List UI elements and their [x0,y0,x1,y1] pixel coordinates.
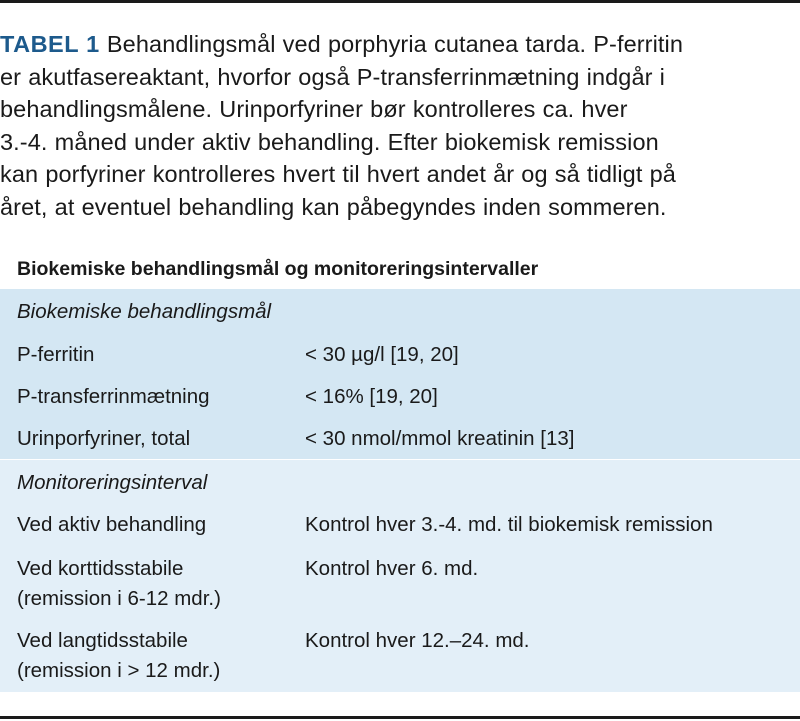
monitor-value-longterm: Kontrol hver 12.–24. md. [305,629,530,652]
monitoring-heading: Monitoreringsinterval [17,471,208,494]
monitor-name-shortterm: Ved korttidsstabile [17,557,184,580]
monitor-value-active: Kontrol hver 3.-4. md. til biokemisk remission [305,513,713,536]
goal-value-transferrin: < 16% [19, 20] [305,385,438,408]
bottom-rule [0,716,800,719]
monitor-name-longterm: Ved langtidsstabile [17,629,188,652]
caption-line-2: er akutfasereaktant, hvorfor også P-transferrinmætning indgår i [0,63,666,90]
monitor-name-active: Ved aktiv behandling [17,513,207,536]
monitor-value-shortterm: Kontrol hver 6. md. [305,557,479,580]
goals-heading: Biokemiske behandlingsmål [17,300,272,323]
caption-line-6: året, at eventuel behandling kan påbegyndes inden sommeren. [0,193,667,220]
table-caption [0,28,800,223]
caption-label: TABEL 1 [0,31,100,57]
goal-name-urinporphyrins: Urinporfyriner, total [17,427,191,450]
monitoring-section [0,460,800,692]
caption-line-4: 3.-4. måned under aktiv behandling. Efter biokemisk remission [0,128,659,155]
goal-name-ferritin: P-ferritin [17,343,95,366]
monitor-name-shortterm-sub: (remission i 6-12 mdr.) [17,587,221,610]
caption-text-1: Behandlingsmål ved porphyria cutanea tarda. P-ferritin [106,31,684,57]
table-title: Biokemiske behandlingsmål og monitoreringsintervaller [17,258,539,280]
goal-name-transferrin: P-transferrinmætning [17,385,210,408]
caption-line-5: kan porfyriner kontrolleres hvert til hvert andet år og så tidligt på [0,161,676,187]
top-rule [0,0,800,3]
goal-value-urinporphyrins: < 30 nmol/mmol kreatinin [13] [305,427,575,450]
goals-section [0,289,800,459]
goal-value-ferritin: < 30 µg/l [19, 20] [305,343,459,366]
caption-line-3: behandlingsmålene. Urinporfyriner bør kontrolleres ca. hver [0,96,628,122]
monitor-name-longterm-sub: (remission i > 12 mdr.) [17,659,221,682]
caption-line-1 [0,28,800,61]
